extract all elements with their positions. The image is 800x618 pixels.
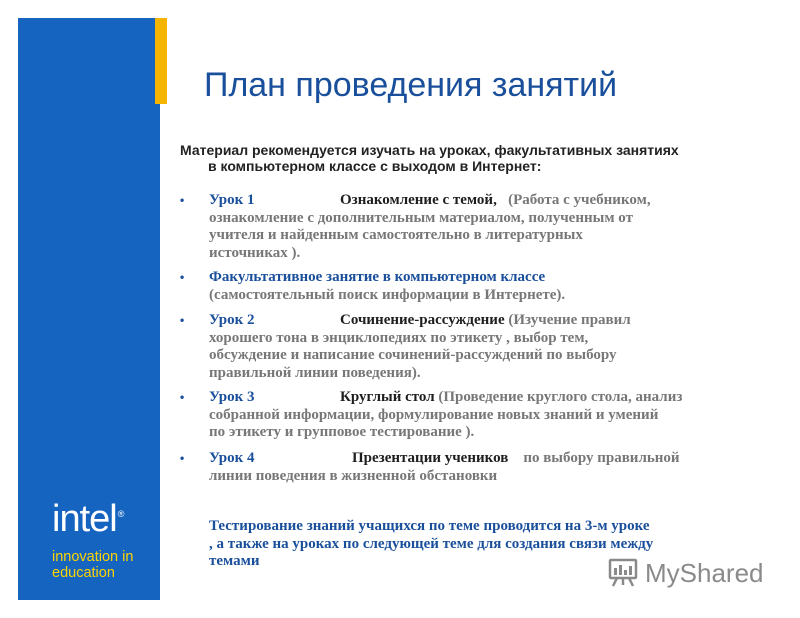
lesson-label: Урок 3 (209, 389, 255, 405)
lesson-desc-first: (Изучение правил (508, 312, 631, 328)
lesson-desc-line: учителя и найденным самостоятельно в литературных (209, 227, 583, 244)
elective-label: Факультативное занятие в компьютерном классе (209, 269, 546, 285)
logo-word: intel (52, 498, 117, 540)
lesson-desc-line: правильной линии поведения). (209, 364, 421, 381)
lesson-topic: Ознакомление с темой (340, 192, 494, 208)
lesson-label: Урок 1 (209, 192, 255, 208)
logo-registered-mark: ® (117, 509, 124, 520)
bullet-icon: • (180, 390, 185, 404)
lesson-desc-first: (Работа с учебником, (508, 192, 651, 208)
slide-title: План проведения занятий (204, 66, 618, 104)
lesson-desc-line: ознакомление с дополнительным материалом, полученным от (209, 209, 633, 226)
bullet-icon: • (180, 451, 185, 465)
intro-line-2: в компьютерном классе с выходом в Интернет: (208, 158, 542, 174)
lesson-topic: Сочинение-рассуждение (340, 312, 505, 328)
lesson-desc-first: по выбору правильной (523, 450, 680, 466)
bullet-icon: • (180, 193, 185, 207)
presentation-board-icon (607, 556, 639, 588)
lesson-desc-first: (Проведение круглого стола, анализ (438, 389, 683, 405)
lesson-topic-suffix: , (493, 192, 497, 208)
lesson-desc-line: источниках ). (209, 244, 301, 261)
lesson-desc-line: хорошего тона в энциклопедиях по этикету , выбор тем, (209, 329, 589, 346)
lesson-desc-line: по этикету и групповое тестирование ). (209, 424, 475, 441)
lesson-desc-line: линии поведения в жизненной обстановки (209, 467, 498, 484)
lesson-label: Урок 4 (209, 450, 255, 466)
tagline-line-2: education (52, 565, 115, 581)
watermark-text: MyShared (645, 558, 764, 588)
lesson-desc-line: обсуждение и написание сочинений-рассуждений по выбору (209, 347, 617, 364)
closing-line: Тестирование знаний учащихся по теме проводится на 3-м уроке (209, 518, 650, 534)
lesson-topic: Презентации учеников (352, 450, 509, 466)
tagline-line-1: innovation in (52, 549, 134, 565)
lesson-desc-line: собранной информации, формулирование новых знаний и умений (209, 406, 659, 423)
closing-line: темами (209, 553, 260, 570)
logo-tagline (52, 549, 133, 581)
bullet-icon: • (180, 313, 185, 327)
intro-line-1: Материал рекомендуется изучать на уроках, факультативных занятиях (180, 142, 679, 158)
closing-line: , а также на уроках по следующей теме для создания связи между (209, 535, 654, 552)
elective-desc-line: (самостоятельный поиск информации в Интернете). (209, 286, 566, 303)
intro-text (180, 142, 770, 174)
intel-logo (52, 500, 123, 538)
lesson-topic: Круглый стол (340, 389, 435, 405)
lesson-label: Урок 2 (209, 312, 255, 328)
bullet-icon: • (180, 270, 185, 284)
accent-strip (155, 18, 167, 104)
